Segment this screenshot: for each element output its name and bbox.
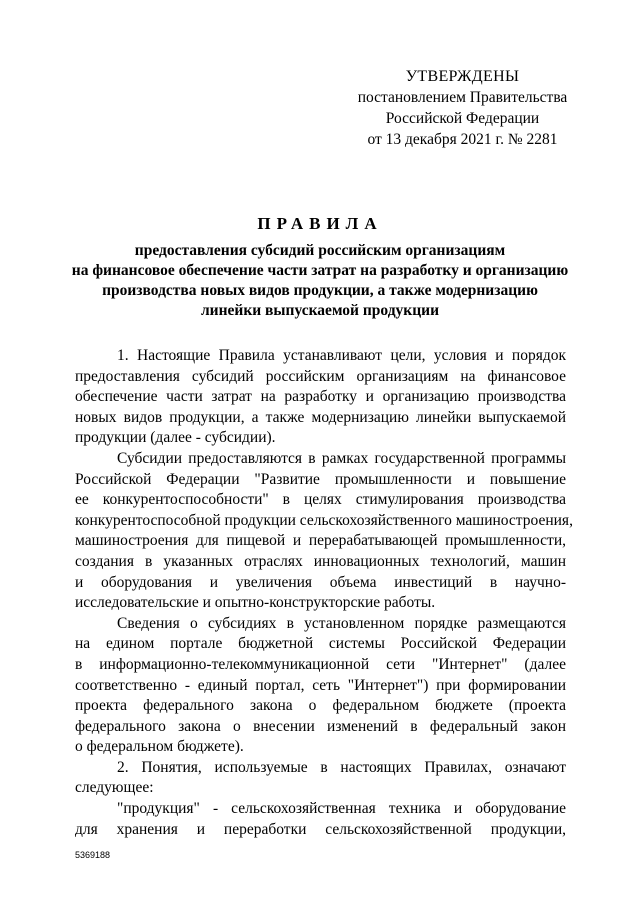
approval-block (355, 66, 570, 150)
paragraph (75, 346, 566, 449)
subtitle-line: предоставления субсидий российским организациям (134, 242, 506, 259)
paragraph-line: 2. Понятия, используемые в настоящих Правилах, означают (117, 758, 566, 776)
paragraph-line: федерального закона о внесении изменений в федеральный закон (75, 717, 566, 735)
paragraph-line: конкурентоспособной продукции сельскохозяйственного машиностроения, (75, 511, 573, 529)
approval-date-number: от 13 декабря 2021 г. № 2281 (367, 131, 558, 148)
subtitle-line: линейки выпускаемой продукции (200, 302, 440, 319)
approval-line: постановлением Правительства (357, 89, 568, 106)
paragraph-line: "продукция" - сельскохозяйственная техника и оборудование (117, 800, 566, 818)
paragraph-line: Российской Федерации "Развитие промышленности и повышение (75, 470, 566, 488)
paragraph-line: на едином портале бюджетной системы Российской Федерации (75, 635, 566, 653)
paragraph-line: новых видов продукции, а также модернизацию линейки выпускаемой (75, 408, 566, 426)
subtitle-line: на финансовое обеспечение части затрат на разработку и организацию (71, 262, 569, 279)
paragraph (75, 758, 566, 799)
paragraph-line: исследовательские и опытно-конструкторские работы. (75, 594, 436, 612)
document-body (75, 346, 573, 840)
paragraph (75, 614, 566, 758)
document-subtitle (60, 241, 580, 321)
paragraph-line: 1. Настоящие Правила устанавливают цели, условия и порядок (117, 347, 566, 364)
paragraph (75, 449, 573, 614)
document-title: ПРАВИЛА (257, 214, 383, 233)
paragraph-line: Сведения о субсидиях в установленном порядке размещаются (117, 614, 566, 632)
paragraph-line: предоставления субсидий российским организациям на финансовое (75, 367, 566, 385)
paragraph-line: обеспечение части затрат на разработку и организацию производства (75, 388, 566, 406)
paragraph-line: следующее: (75, 779, 154, 797)
paragraph-line: проекта федерального закона о федеральном бюджете (проекта (75, 697, 566, 715)
document-code: 5369188 (75, 850, 111, 860)
paragraph-line: ее конкурентоспособности" в целях стимулирования производства (75, 491, 566, 509)
paragraph-line: машиностроения для пищевой и перерабатывающей промышленности, (75, 532, 566, 550)
approval-line: Российской Федерации (385, 110, 540, 127)
paragraph-line: Субсидии предоставляются в рамках государственной программы (117, 449, 566, 467)
paragraph-line: создания в указанных отраслях инновационных технологий, машин (75, 552, 566, 570)
paragraph (75, 799, 566, 840)
paragraph-line: соответственно - единый портал, сеть "Интернет") при формировании (75, 676, 566, 694)
subtitle-line: производства новых видов продукции, а также модернизацию (102, 282, 538, 299)
paragraph-line: для хранения и переработки сельскохозяйственной продукции, (75, 820, 566, 838)
paragraph-line: о федеральном бюджете). (75, 738, 244, 756)
paragraph-line: в информационно-телекоммуникационной сети "Интернет" (далее (75, 655, 566, 673)
paragraph-line: и оборудования и увеличения объема инвестиций в научно- (75, 573, 566, 591)
paragraph-line: продукции (далее - субсидии). (75, 429, 276, 447)
approval-title: УТВЕРЖДЕНЫ (405, 68, 520, 85)
